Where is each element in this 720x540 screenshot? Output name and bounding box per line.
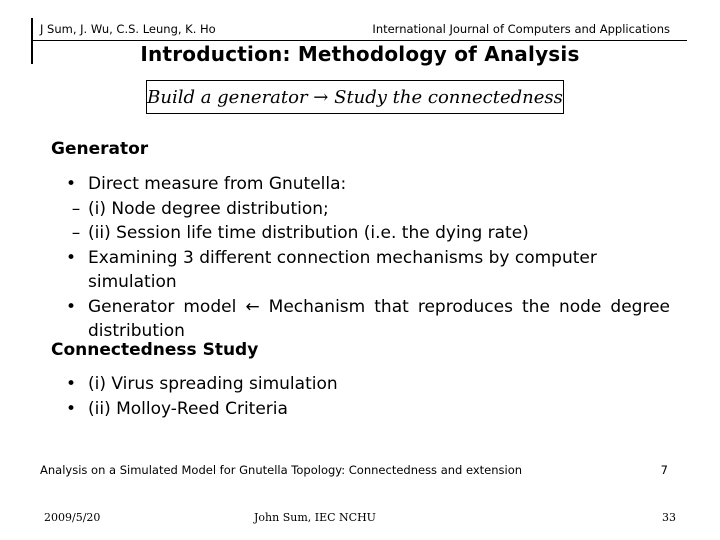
bullet-marker: • xyxy=(65,247,77,268)
dash-marker: – xyxy=(71,223,81,243)
bullet-marker: • xyxy=(65,296,77,317)
dash-marker: – xyxy=(71,198,81,219)
connectedness-list xyxy=(60,372,670,421)
inner-footer-title: Analysis on a Simulated Model for Gnutella Topology: Connectedness and extension xyxy=(40,463,523,477)
list-item: • (ii) Molloy-Reed Criteria xyxy=(60,397,670,422)
list-item: – (ii) Session life time distribution (i.e. the dying rate) xyxy=(60,221,670,246)
methodology-box-text: Build a generator → Study the connectedness xyxy=(147,86,563,108)
header-rule xyxy=(31,40,687,41)
section-heading-connectedness: Connectedness Study xyxy=(51,340,259,360)
generator-list xyxy=(60,172,670,344)
list-item: – (i) Node degree distribution; xyxy=(60,197,670,222)
bullet-marker: • xyxy=(65,398,77,419)
slide-title: Introduction: Methodology of Analysis xyxy=(140,42,580,66)
list-item: • (i) Virus spreading simulation xyxy=(60,372,670,397)
methodology-box xyxy=(146,80,564,114)
footer-page-number: 33 xyxy=(662,511,676,524)
inner-footer-page: 7 xyxy=(660,463,668,477)
list-item-continuation: distribution xyxy=(88,321,185,341)
list-item: • Direct measure from Gnutella: xyxy=(60,172,670,197)
list-item: • Generator model ← Mechanism that reproduces the node degree xyxy=(60,295,670,320)
bullet-marker: • xyxy=(65,174,77,194)
list-item: • Examining 3 different connection mechanisms by computer simulation xyxy=(60,246,670,295)
footer-date: 2009/5/20 xyxy=(44,511,101,524)
header-journal: International Journal of Computers and Applications xyxy=(372,22,670,36)
header-authors: J Sum, J. Wu, C.S. Leung, K. Ho xyxy=(40,22,216,36)
bullet-marker: • xyxy=(65,374,77,394)
section-heading-generator: Generator xyxy=(51,139,149,159)
footer-author: John Sum, IEC NCHU xyxy=(254,511,376,524)
